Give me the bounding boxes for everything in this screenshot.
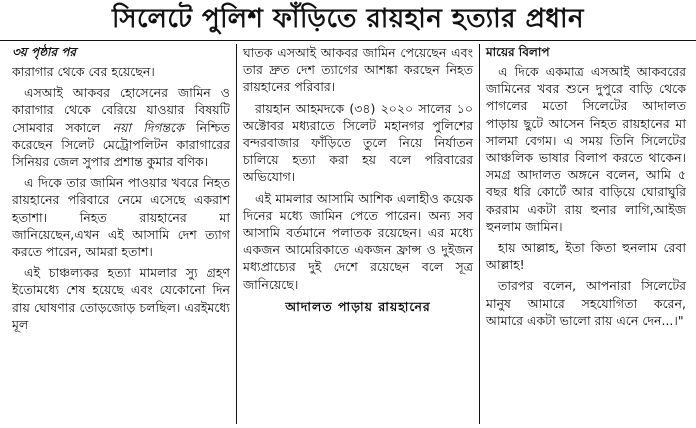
paragraph: এ দিকে একমাত্র এসআই আকবরের জামিনের খবর শুনে দুপুরে বাড়ি থেকে পাগলের মতো সিলেটের আদালত পাড়ায় ছুটে আসেন নিহত রায়হানের মা সালমা বেগম। এ সময় তিনি সিলেটের আঞ্চলিক ভাষার বিলাপ করতে থাকেন। সমগ্র আদালত অঙ্গনে বলেন, আমি ৫ বছর ধরি কোর্টে আর বাড়িয়ে ঘোরাঘুরি কররাম একটা রায় হুনার লাগি,আইজ হুনলাম জামিন। (486, 64, 690, 234)
newspaper-name: নয়া দিগন্তকে (112, 119, 184, 135)
paragraph: হায় আল্লাহ, ইতা কিতা হুনলাম রেবা আল্লাহ! (486, 240, 690, 273)
subheading: মায়ের বিলাপ (486, 45, 550, 59)
article-column-1 (12, 44, 234, 337)
continued-from-label: ৩য় পৃষ্ঠার পর (12, 45, 77, 59)
paragraph: এ দিকে তার জামিন পাওয়ার খবরে নিহত রায়হানের পরিবারে নেমে এসেছে একরাশ হতাশা। নিহত রায়হানের মা জানিয়েছেন,এখন এই আসামি দেশ ত্যাগ করতে পারেন, আমরা হতাশ। (12, 175, 234, 260)
paragraph: এই মামলার আসামি আশিক এলাহীও কয়েক দিনের মধ্যে জামিন পেতে পারেন। অন্য সব আসামি বর্তমানে পলাতক রয়েছেন। এর মধ্যে একজন আমেরিকাতে একজন ফ্রান্স ও দুইজন মধ্যপ্রাচ্যের দুই দেশে রয়েছেন বলে সূত্র জানিয়েছে। (243, 190, 477, 292)
text-run: নিশ্চিত করেছেন সিলেট মেট্রোপলিটন কারাগারের সিনিয়র জেল সুপার প্রশান্ত কুমার বণিক। (12, 119, 234, 170)
article-column-3 (486, 44, 690, 333)
text-run: এসআই আকবর হোসেনের জামিন ও কারাগার থেকে বেরিয়ে যাওয়ার বিষয়টি সোমবার সকালে (12, 85, 234, 135)
paragraph: তারপর বলেন, আপনারা সিলেটের মানুষ আমারে সহযোগিতা করেন, আমারে একটা ভালো রায় এনে দেন...।" (486, 278, 690, 328)
paragraph: কারাগার থেকে বের হয়েছেন। (12, 64, 155, 79)
headline: সিলেটে পুলিশ ফাঁড়িতে রায়হান হত্যার প্রধান (111, 4, 585, 34)
paragraph: এই চাঞ্চল্যকর হত্যা মামলার স্যু গ্রহণ ইতোমধ্যে শেষ হয়েছে এবং যেকোনো দিন রায় ঘোষণার তোড়জোড় চলছিল। এরইমধ্যে মূল (12, 265, 234, 332)
paragraph: ঘাতক এসআই আকবর জামিন পেয়েছেন এবং তার দ্রুত দেশ ত্যাগের আশঙ্কা করছেন নিহত রায়হানের পরিবার। (243, 45, 477, 95)
subheading: আদালত পাড়ায় রায়হানের (285, 298, 431, 314)
paragraph (12, 84, 234, 170)
paragraph: রায়হান আহমদকে (৩৪) ২০২০ সালের ১০ অক্টোবর মধ্যরাতে সিলেট মহানগর পুলিশের বন্দরবাজার ফাঁড়িতে তুলে নিয়ে নির্যাতন চালিয়ে হত্যা করা হয় বলে পরিবারের অভিযোগ। (243, 100, 477, 185)
column-divider-1 (236, 44, 237, 424)
article-column-2 (243, 44, 477, 317)
headline-underline (0, 40, 696, 41)
column-divider-2 (479, 44, 480, 424)
